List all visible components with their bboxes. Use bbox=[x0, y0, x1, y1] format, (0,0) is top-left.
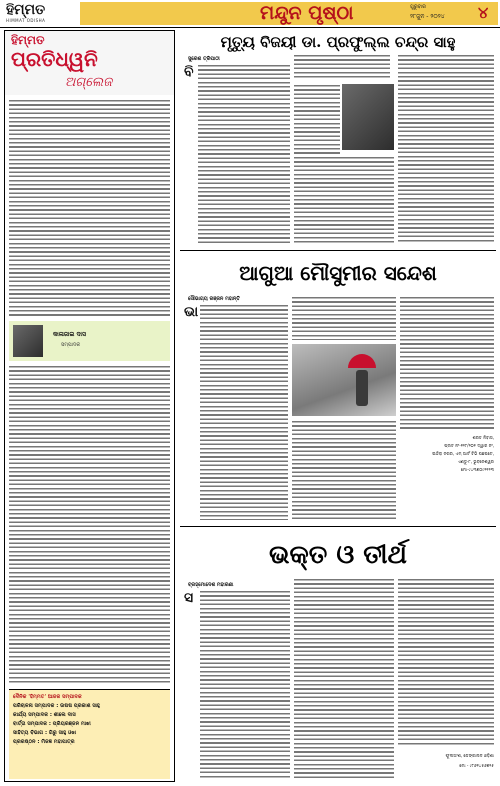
divider bbox=[180, 526, 496, 527]
article-2-col-1 bbox=[200, 304, 288, 520]
article-2-col-3 bbox=[400, 296, 494, 430]
contact-line: ଶରତ ନିବାସ, bbox=[472, 435, 494, 440]
masthead-band bbox=[80, 2, 498, 25]
footer-line: ଦୈନିକ 'ହିମ୍ମତ' ଆଜକ ସମ୍ପାଦକ bbox=[13, 694, 82, 700]
article-2-contact bbox=[400, 434, 494, 480]
left-column bbox=[4, 30, 175, 782]
article-2-dropcap: ଭା bbox=[184, 304, 199, 320]
footer-line: ସାହିତ୍ୟ ବିଭାଗ : ଗିରୁ ସାହୁ ଓଝା bbox=[13, 730, 77, 736]
article-1-byline: ସୁରେଶ ତ୍ରିପାଠୀ bbox=[188, 56, 220, 62]
article-1 bbox=[180, 30, 496, 248]
masthead-logo bbox=[6, 2, 76, 24]
article-3-dropcap: ସ bbox=[184, 590, 194, 606]
brand-box bbox=[5, 31, 174, 95]
footer-line: ବାର୍ତ୍ତା ସମ୍ପାଦକ : ପ୍ରିୟରଞ୍ଜନ ମାଝୀ bbox=[13, 721, 91, 727]
footer-line: ପରିଚାଳନା ସମ୍ପାଦକ : ଉଷଷ ପ୍ରକାଶ ସାହୁ bbox=[13, 703, 100, 709]
contact-line: ମୋ-୯୪୩୭୦୯୨୧୨୩ bbox=[460, 467, 494, 472]
footer-line: ପ୍ରରଷ୍ଠନ : ମିଜଜ୍ଞ ମହାପାତ୍ର bbox=[13, 739, 75, 745]
article-2-col-2b bbox=[292, 420, 396, 520]
article-3-signature: ଫୁଲଅଂଶ, ଡେଙ୍କାନାଳ ଓଡ଼ିଶା bbox=[445, 753, 494, 758]
page-title: ମନ୍ଦୁନ ପୃଷ୍ଠା bbox=[260, 2, 354, 24]
article-3-col-3 bbox=[398, 578, 494, 746]
article-3-col-1 bbox=[200, 590, 290, 778]
article-1-photo bbox=[342, 84, 394, 150]
article-3 bbox=[180, 528, 496, 782]
masthead-logo-sub: HIMMAT ODISHA bbox=[6, 18, 46, 23]
left-column-text-1 bbox=[9, 99, 170, 317]
article-3-headline: ଭକ୍ତ ଓ ତୀର୍ଥ bbox=[269, 540, 407, 570]
contact-line: ପ୍ଲଟ ନଂ-୧୨୮/୨୦୧ ଦ୍ୱାର ନଂ, bbox=[444, 443, 494, 448]
masthead-page-number: ୪ bbox=[478, 3, 489, 22]
article-2 bbox=[180, 252, 496, 524]
author-role: ସମ୍ପାଦକ bbox=[61, 342, 81, 348]
article-3-byline: ବ୍ରହ୍ମୋଦେଶ ମହାରଣା bbox=[188, 582, 234, 588]
article-3-col-2 bbox=[294, 578, 394, 778]
footer-line: କାର୍ଯ୍ୟ ସମ୍ପାଦକ : ଶୀଲେ ଦାସ bbox=[13, 712, 76, 718]
article-1-col-2a bbox=[294, 54, 390, 80]
contact-line: ଇନ୍ଦିରା ନଗର, ଏମ୍‌ ଆର୍ଟ ଟିଭି ପଛପଟେ, bbox=[432, 451, 494, 456]
article-1-col-3 bbox=[398, 54, 494, 244]
author-name: କାଳାଜାଇ ଦାସ bbox=[53, 331, 86, 338]
article-2-byline: ସୌଭାଗ୍ୟ ରଞ୍ଜନ ମହାନ୍ତି bbox=[188, 296, 240, 302]
contact-line: ଏଣ୍ଡୁ-୮, ଭୁବନେଶ୍ୱର bbox=[457, 459, 494, 464]
author-box bbox=[9, 321, 170, 361]
masthead-logo-text: ହିମ୍ମତ bbox=[6, 2, 46, 18]
masthead bbox=[0, 0, 500, 28]
article-1-headline: ମୃତ୍ୟୁ ବିଜୟୀ ଡା. ପ୍ରଫୁଲ୍ଲ ଚନ୍ଦ୍ର ସାହୁ bbox=[220, 33, 456, 51]
brand-script: ଅଗ୍‌ଲେଜ bbox=[65, 75, 113, 90]
divider bbox=[180, 250, 496, 251]
left-column-text-2 bbox=[9, 365, 170, 685]
left-column-footer bbox=[9, 689, 170, 779]
article-1-col-2b bbox=[294, 84, 340, 154]
brand-big: ପ୍ରତିଧ୍ୱନି bbox=[11, 47, 98, 71]
article-1-col-1 bbox=[198, 64, 290, 244]
article-2-col-2a bbox=[292, 296, 396, 340]
article-1-dropcap: ବି bbox=[184, 64, 194, 80]
cyclist-shape bbox=[356, 370, 368, 406]
article-2-photo bbox=[292, 344, 396, 416]
brand-small: ହିମ୍ମତ bbox=[11, 33, 45, 47]
masthead-day: ଗୁରୁବାର bbox=[410, 4, 426, 10]
article-1-col-2c bbox=[294, 156, 394, 244]
masthead-date: ୨୮ଜୁନ - ୨୦୨୪ bbox=[410, 13, 445, 20]
article-3-phone: ମୋ - ୯୮୬୧୪୫୬୭୨୫ bbox=[459, 763, 494, 768]
article-2-headline: ଆଗୁଆ ମୌସୁମୀର ସନ୍ଦେଶ bbox=[239, 261, 437, 285]
author-photo bbox=[13, 325, 43, 357]
umbrella-shape bbox=[348, 354, 376, 368]
